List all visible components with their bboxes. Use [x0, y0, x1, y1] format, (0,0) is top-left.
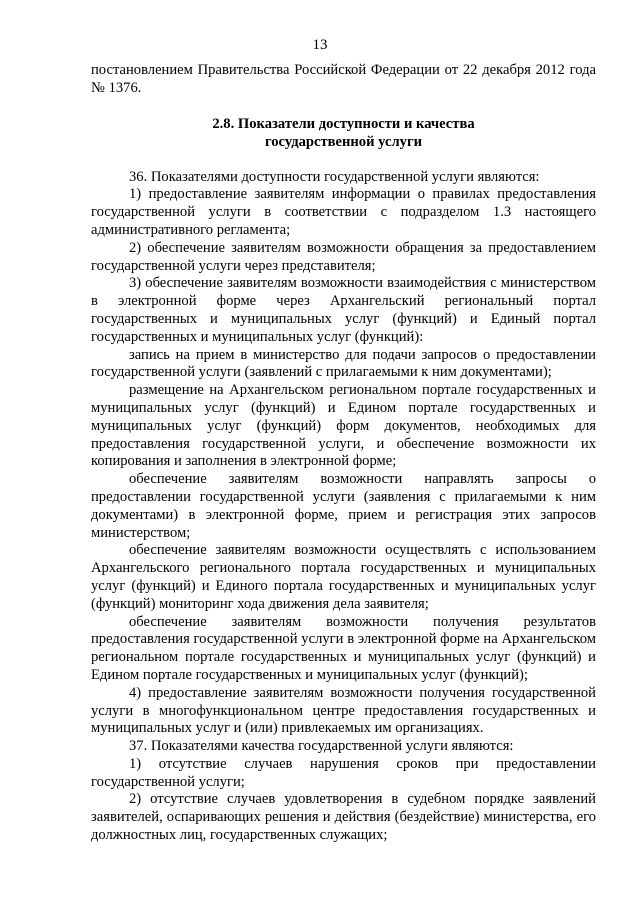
document-body [91, 62, 596, 845]
paragraph-37-title: 37. Показателями качества государственной услуги являются: [129, 738, 514, 755]
paragraph-subitem-requests: обеспечение заявителям возможности направлять запросы о предоставлении государственной услуги (заявления с прилагаемыми к ним документами) в электронной форме, прием и регистрация этих запросов министерством; [91, 471, 596, 541]
paragraph-item-2: 2) обеспечение заявителям возможности обращения за предоставлением государственной услуги через представителя; [91, 239, 596, 274]
paragraph-item-3: 3) обеспечение заявителям возможности взаимодействия с министерством в электронной форме через Архангельский региональный портал государственных и муниципальных услуг (функций) и Единый портал государственных и муниципальных услуг (функций): [91, 275, 596, 345]
page-number: 13 [312, 37, 328, 53]
intro-text: постановлением Правительства Российской Федерации от 22 декабря 2012 года № 1376. [91, 62, 596, 96]
section-heading [91, 115, 596, 151]
paragraph-subitem-forms: размещение на Архангельском региональном портале государственных и муниципальных услуг (функций) и Едином портале государственных и муниципальных услуг (функций) форм документов, необходимых для предоставления государственной услуги, и обеспечение возможности их копирования и заполнения в электронной форме; [91, 382, 596, 470]
paragraph-item-4: 4) предоставление заявителям возможности получения государственной услуги в многофункциональном центре предоставления государственных и муниципальных услуг и (или) привлекаемых им организациях. [91, 684, 596, 737]
section-title-line-2: государственной услуги [264, 133, 423, 150]
paragraph-36-title: 36. Показателями доступности государственной услуги являются: [129, 168, 540, 185]
section-title-line-1: 2.8. Показатели доступности и качества [212, 115, 475, 132]
paragraph-subitem-monitoring: обеспечение заявителям возможности осуществлять с использованием Архангельского регионального портала государственных и муниципальных услуг (функций) и Единого портала государственных и муниципальных услуг (функций) мониторинг хода движения дела заявителя; [91, 542, 596, 612]
paragraph-quality-item-2: 2) отсутствие случаев удовлетворения в судебном порядке заявлений заявителей, оспаривающих решения и действия (бездействие) министерства, его должностных лиц, государственных служащих; [91, 791, 596, 844]
paragraph-quality-item-1: 1) отсутствие случаев нарушения сроков при предоставлении государственной услуги; [91, 755, 596, 790]
paragraph-subitem-booking: запись на прием в министерство для подачи запросов о предоставлении государственной услуги (заявлений с прилагаемыми к ним документами); [91, 346, 596, 381]
paragraph-subitem-results: обеспечение заявителям возможности получения результатов предоставления государственной услуги в электронной форме на Архангельском региональном портале государственных и муниципальных услуг (функций) и Едином портале государственных и муниципальных услуг (функций); [91, 613, 596, 683]
paragraph-item-1: 1) предоставление заявителям информации о правилах предоставления государственной услуги в соответствии с подразделом 1.3 настоящего административного регламента; [91, 186, 596, 238]
